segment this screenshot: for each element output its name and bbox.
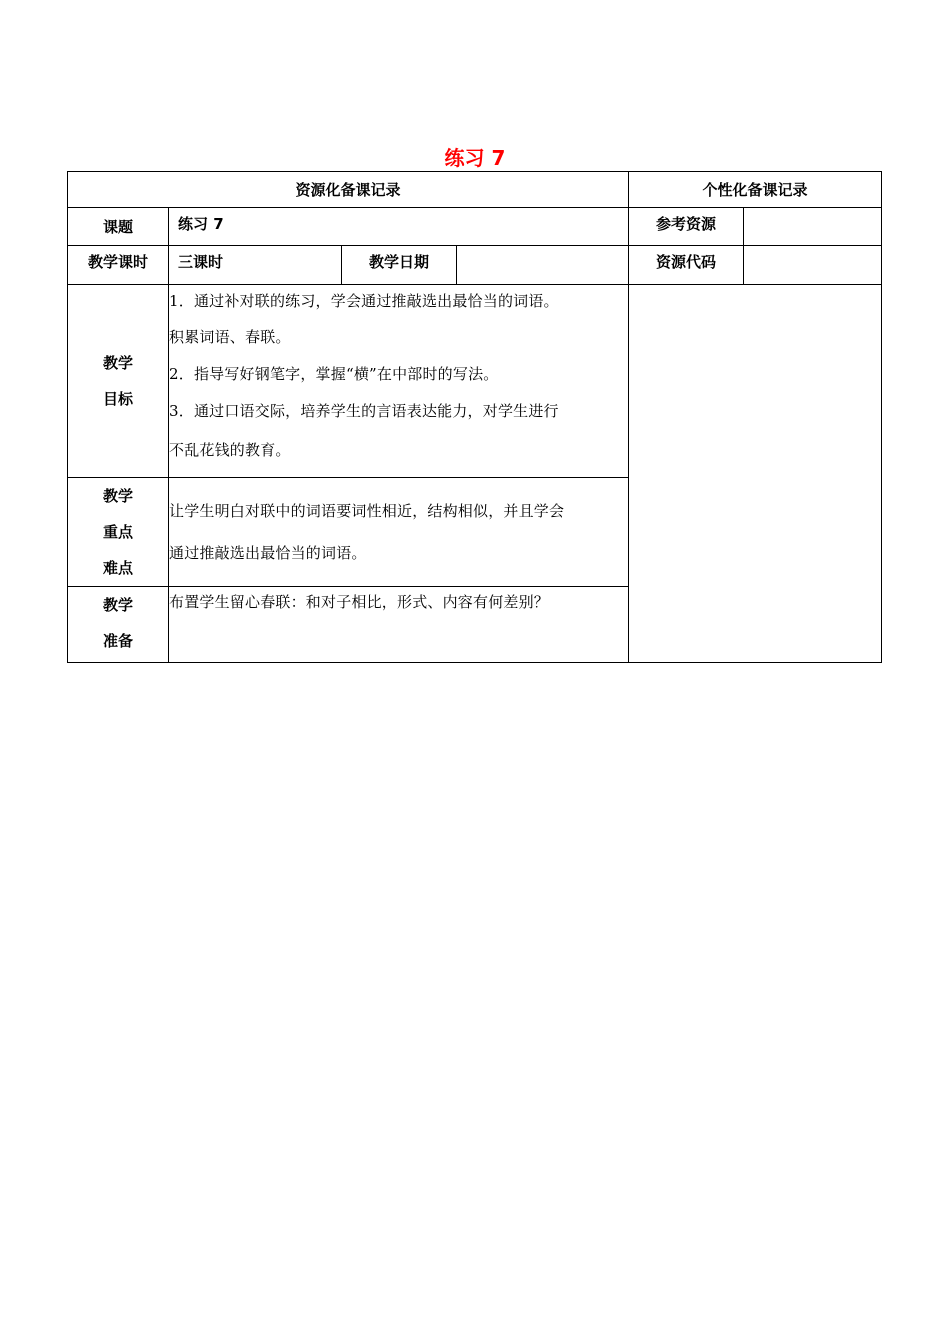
topic-value: 练习 7: [178, 215, 224, 233]
header-resource-record: 资源化备课记录: [68, 172, 629, 208]
keypoint-line: 通过推敲选出最恰当的词语。: [169, 544, 367, 562]
reference-value: [744, 208, 881, 211]
period-label: 教学课时: [87, 253, 148, 271]
reference-label-cell: [629, 208, 744, 246]
date-label-cell: [342, 246, 457, 285]
keypoint-line: 让学生明白对联中的词语要词性相近，结构相似，并且学会: [169, 502, 565, 520]
topic-value-cell: [169, 208, 629, 246]
topic-label-cell: [68, 208, 169, 246]
goals-label-line: 教学: [102, 354, 133, 372]
period-value: 三课时: [178, 253, 224, 271]
date-value-cell: [457, 246, 629, 285]
header-row: [68, 172, 882, 208]
code-value: [744, 246, 881, 249]
keypoints-label-line: 教学: [102, 487, 133, 505]
goal-line: 1．通过补对联的练习，学会通过推敲选出最恰当的词语。: [169, 292, 559, 310]
reference-label: 参考资源: [656, 215, 717, 233]
prep-content-cell: [169, 587, 629, 663]
reference-value-cell: [744, 208, 882, 246]
keypoints-label-line: 重点: [102, 523, 133, 541]
code-label: 资源代码: [656, 253, 717, 271]
header-personal-record: 个性化备课记录: [629, 172, 882, 208]
goal-line: 不乱花钱的教育。: [169, 441, 291, 459]
date-label: 教学日期: [368, 253, 429, 271]
goal-line: 3．通过口语交际，培养学生的言语表达能力，对学生进行: [169, 402, 559, 420]
topic-row: [68, 208, 882, 246]
prep-label-line: 教学: [102, 596, 133, 614]
code-value-cell: [744, 246, 882, 285]
keypoints-label-line: 难点: [102, 559, 133, 577]
goal-line: 积累词语、春联。: [169, 328, 291, 346]
period-value-cell: [169, 246, 342, 285]
keypoints-content-cell: [169, 478, 629, 587]
goal-line: 2．指导写好钢笔字，掌握“横”在中部时的写法。: [169, 365, 499, 383]
goals-label-cell: [68, 285, 169, 478]
period-row: [68, 246, 882, 285]
topic-label: 课题: [102, 218, 133, 236]
prep-line: 布置学生留心春联：和对子相比，形式、内容有何差别？: [169, 593, 550, 611]
goals-label-line: 目标: [102, 390, 133, 408]
goals-content-cell: [169, 285, 629, 478]
document-title: 练习 7: [444, 146, 506, 170]
personal-notes-cell: [629, 285, 882, 663]
prep-label-line: 准备: [102, 632, 133, 650]
period-label-cell: [68, 246, 169, 285]
lesson-plan-table: [67, 171, 882, 663]
code-label-cell: [629, 246, 744, 285]
keypoints-label-cell: [68, 478, 169, 587]
date-value: [457, 246, 628, 249]
goals-row: [68, 285, 882, 478]
prep-label-cell: [68, 587, 169, 663]
